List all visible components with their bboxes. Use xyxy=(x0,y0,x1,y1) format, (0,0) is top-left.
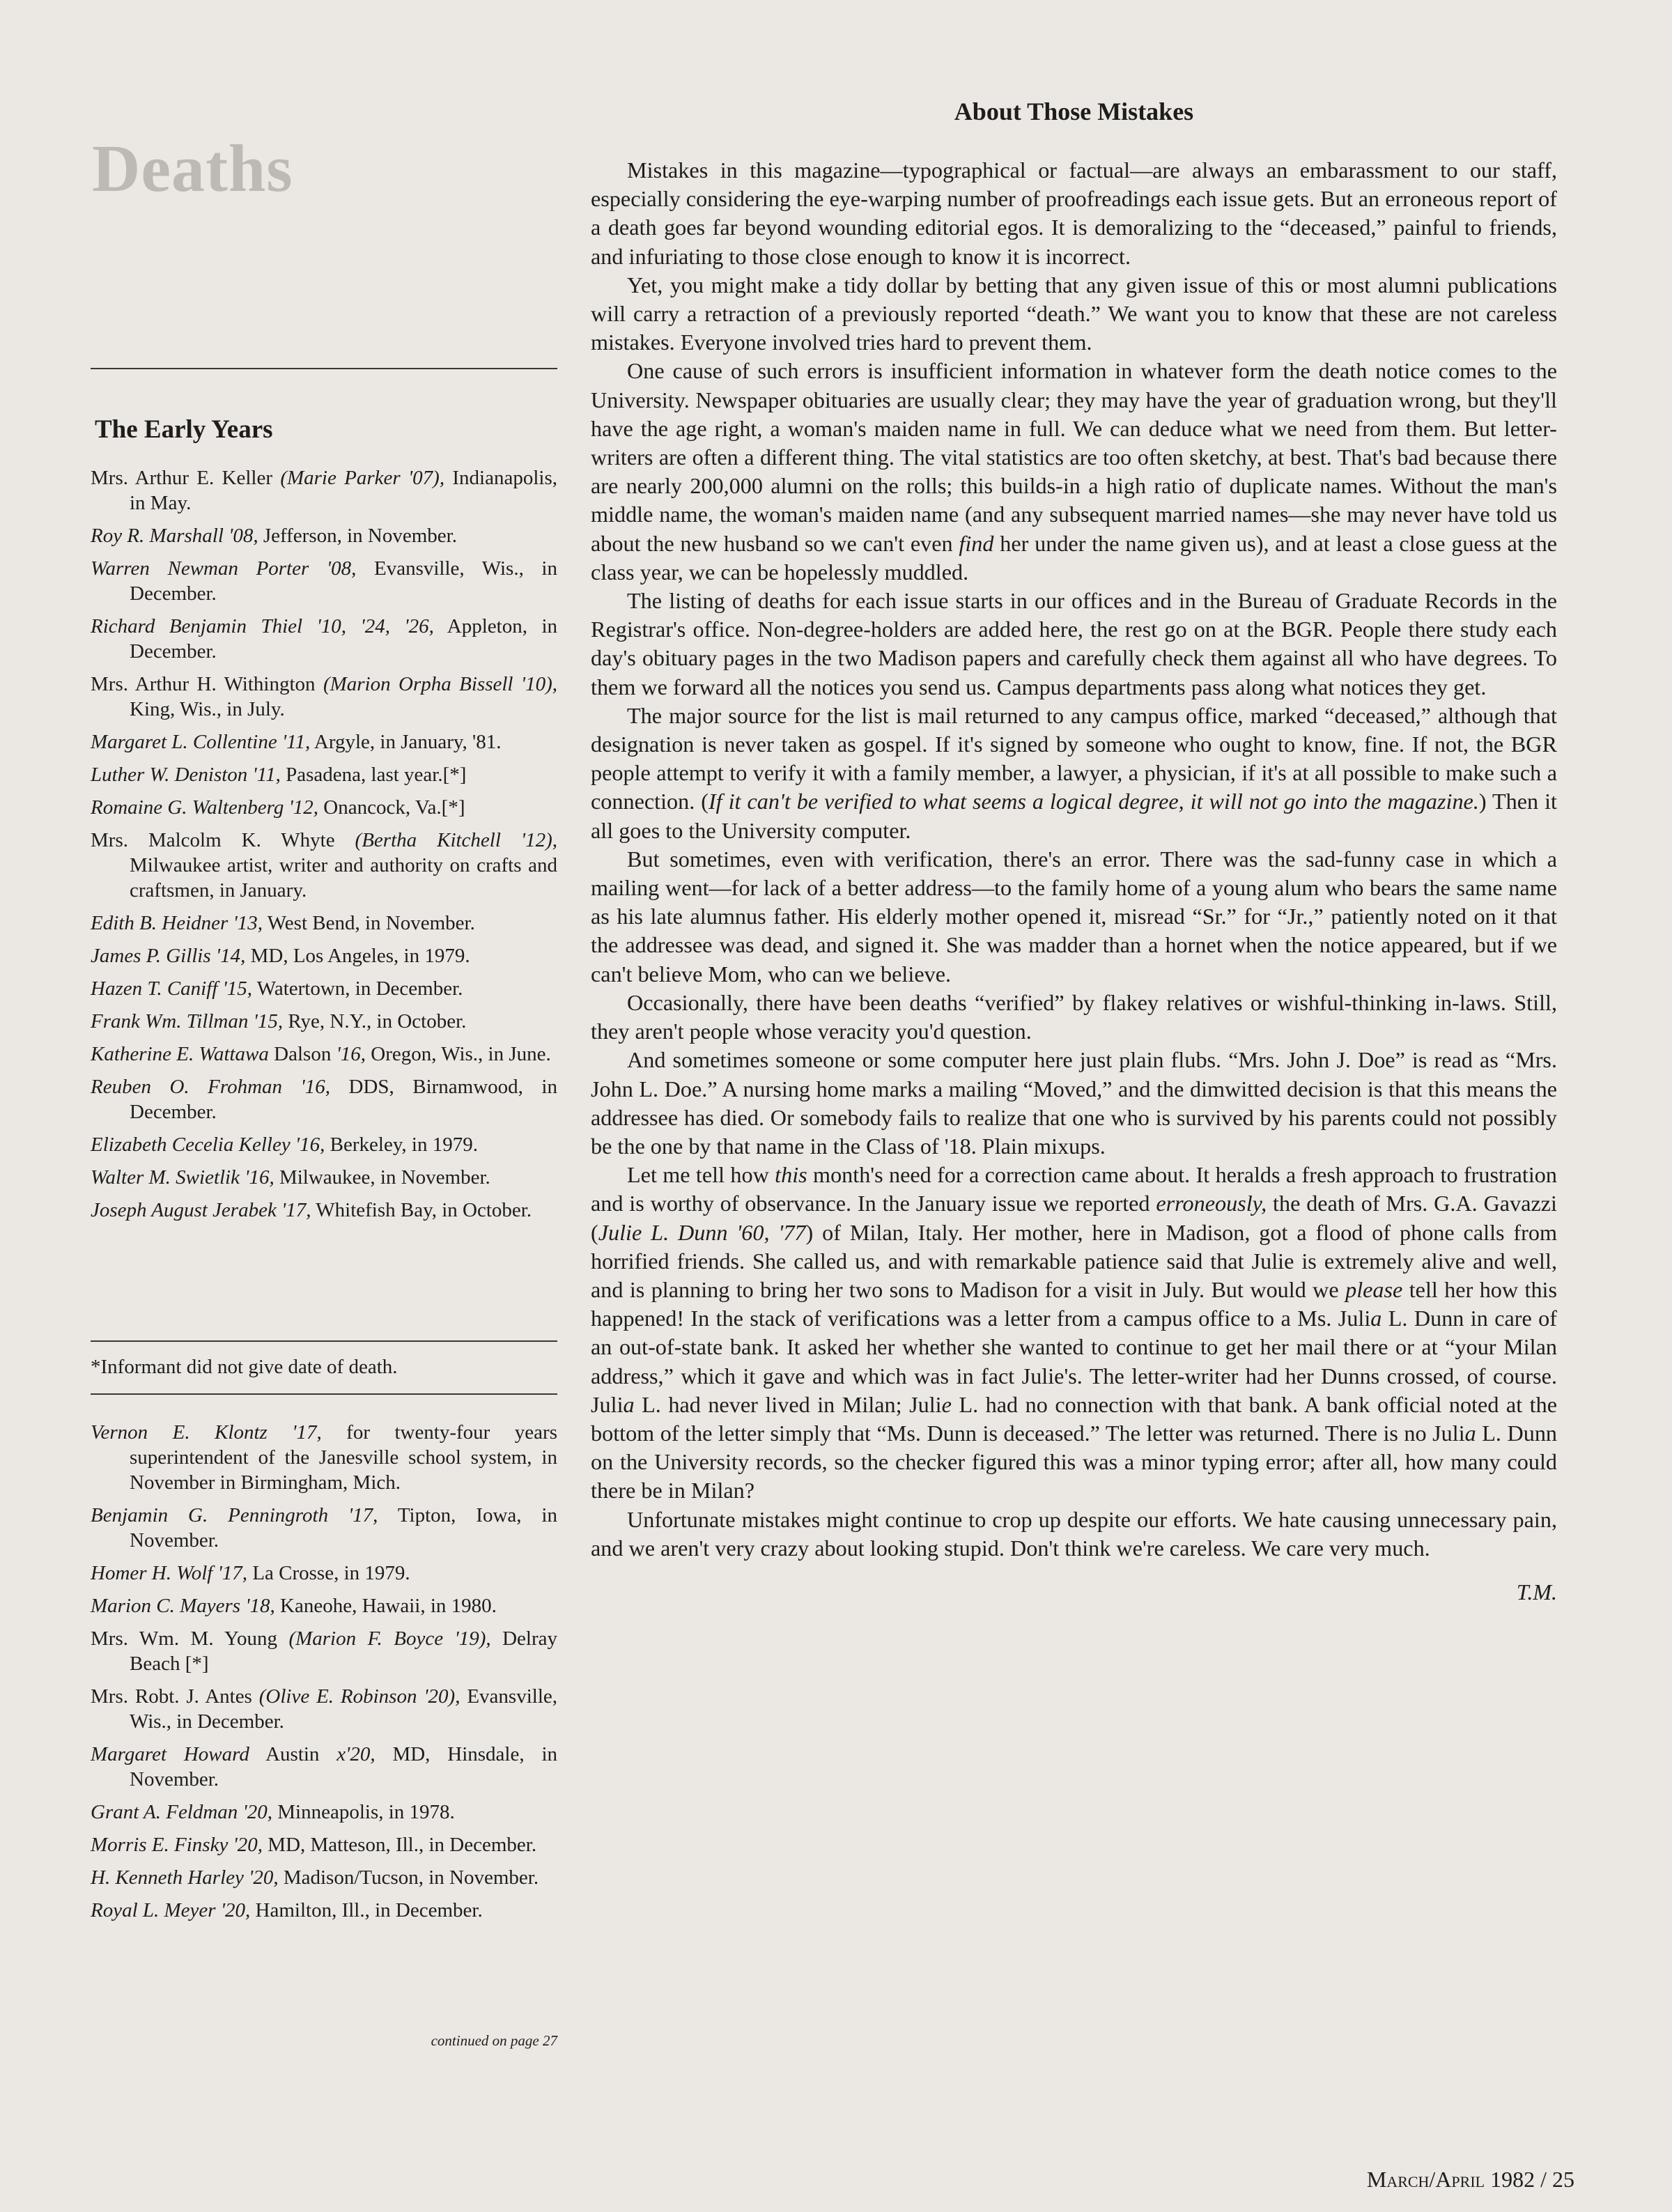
text-run: for twenty-four years superintendent of the Janesville school system, in November in Birmingham, Mich. xyxy=(130,1421,557,1494)
article-body xyxy=(591,156,1557,1563)
italic-text: Royal L. Meyer '20, xyxy=(91,1899,251,1921)
obituary-entry xyxy=(91,523,557,548)
obituary-entry xyxy=(91,1800,557,1825)
obituary-entry xyxy=(91,1865,557,1890)
article-paragraph xyxy=(591,587,1557,702)
italic-text: erroneously, xyxy=(1156,1191,1267,1216)
text-run: Dalson xyxy=(268,1043,336,1065)
text-run: Yet, you might make a tidy dollar by betting that any given issue of this or most alumni publications will carry a retraction of a previously reported “death.” We want you to know that these are not careless mistakes. Everyone involved tries hard to prevent them. xyxy=(591,272,1557,355)
text-run: Unfortunate mistakes might continue to crop up despite our efforts. We hate causing unnecessary pain, and we aren't very crazy about looking stupid. Don't think we're careless. We care very much. xyxy=(591,1506,1557,1561)
text-run: MD, Matteson, Ill., in December. xyxy=(263,1834,537,1856)
article xyxy=(591,96,1557,1606)
text-run: The listing of deaths for each issue starts in our offices and in the Bureau of Graduate Records in the Registrar's office. Non-degree-holders are added here, the rest go on at the BGR. People there study each day's obituary pages in the two Madison papers and carefully check them against all who have degrees. To them we forward all the notices you send us. Campus departments pass along what notices they get. xyxy=(591,588,1557,699)
italic-text: James P. Gillis '14, xyxy=(91,945,246,967)
obituary-entry xyxy=(91,1074,557,1124)
text-run: Argyle, in January, '81. xyxy=(310,731,502,753)
obituary-list-continued xyxy=(91,1420,557,1931)
text-run: La Crosse, in 1979. xyxy=(247,1562,410,1584)
italic-text: Walter M. Swietlik '16, xyxy=(91,1166,274,1189)
obituary-entry xyxy=(91,795,557,820)
article-paragraph xyxy=(591,156,1557,271)
text-run: Hamilton, Ill., in December. xyxy=(250,1899,483,1921)
italic-text: Julie L. Dunn '60, '77 xyxy=(598,1219,806,1245)
obituary-list xyxy=(91,465,557,1230)
article-title: About Those Mistakes xyxy=(954,98,1194,125)
footnote: *Informant did not give date of death. xyxy=(91,1356,398,1378)
obituary-entry xyxy=(91,911,557,936)
obituary-entry xyxy=(91,1561,557,1586)
article-signature: T.M. xyxy=(1516,1579,1557,1604)
obituary-entry xyxy=(91,762,557,787)
article-paragraph xyxy=(591,1506,1557,1563)
article-paragraph xyxy=(591,845,1557,989)
italic-text: a xyxy=(1464,1420,1476,1446)
obituary-entry xyxy=(91,828,557,903)
italic-text: Benjamin G. Penningroth '17, xyxy=(91,1504,378,1526)
italic-text: Homer H. Wolf '17, xyxy=(91,1562,248,1584)
italic-text: (Olive E. Robinson '20), xyxy=(258,1685,460,1708)
text-run: Berkeley, in 1979. xyxy=(325,1134,478,1156)
italic-text: please xyxy=(1345,1276,1403,1302)
obituary-entry xyxy=(91,1742,557,1792)
article-paragraph xyxy=(591,1161,1557,1505)
text-run: tell her how this happened! In the stack of verifications was a letter from a campus office to a Ms. Juli xyxy=(591,1276,1558,1331)
obituary-entry xyxy=(91,1165,557,1190)
text-run: Milwaukee artist, writer and authority on crafts and craftsmen, in January. xyxy=(130,854,557,902)
text-run: Madison/Tucson, in November. xyxy=(278,1866,539,1889)
text-run: Appleton, in December. xyxy=(130,615,557,663)
obituary-entry xyxy=(91,1009,557,1034)
italic-text: '16, xyxy=(336,1043,366,1065)
italic-text: Frank Wm. Tillman '15, xyxy=(91,1010,284,1032)
italic-text: Reuben O. Frohman '16, xyxy=(91,1076,330,1098)
italic-text: Marion C. Mayers '18, xyxy=(91,1595,275,1617)
obituary-entry xyxy=(91,1593,557,1618)
text-run: Rye, N.Y., in October. xyxy=(283,1010,467,1032)
text-run: Mrs. Wm. M. Young xyxy=(91,1627,289,1650)
text-run: Milwaukee, in November. xyxy=(274,1166,490,1189)
text-run: Evansville, Wis., in December. xyxy=(130,557,557,605)
italic-text: Romaine G. Waltenberg '12, xyxy=(91,796,319,819)
text-run: Mistakes in this magazine—typographical or factual—are always an embarassment to our staff, especially considering the eye-warping number of proofreadings each issue gets. But an erroneous report of a death goes far beyond wounding editorial egos. It is demoralizing to the “deceased,” painful to friends, and infuriating to those close enough to know it is incorrect. xyxy=(591,157,1557,269)
obituary-entry xyxy=(91,1503,557,1553)
article-paragraph xyxy=(591,271,1557,357)
text-run: Whitefish Bay, in October. xyxy=(311,1199,532,1221)
text-run: Onancock, Va.[*] xyxy=(318,796,465,819)
italic-text: Edith B. Heidner '13, xyxy=(91,912,263,934)
text-run: Indianapolis, in May. xyxy=(130,467,557,514)
obituary-entry xyxy=(91,556,557,606)
text-run: Oregon, Wis., in June. xyxy=(366,1043,551,1065)
text-run: Mrs. Arthur E. Keller xyxy=(91,467,281,489)
italic-text: Hazen T. Caniff '15, xyxy=(91,977,253,1000)
text-run: The major source for the list is mail returned to any campus office, marked “deceased,” although that designation is never taken as gospel. If it's signed by someone who ought to know, fine. If not, the BGR people attempt to verify it with a family member, a lawyer, a physician, if it's at all possible to make such a connection. ( xyxy=(591,702,1557,814)
obituary-entry xyxy=(91,1684,557,1734)
footnote-divider-bottom xyxy=(91,1393,557,1395)
obituary-entry xyxy=(91,943,557,968)
text-run: Occasionally, there have been deaths “verified” by flakey relatives or wishful-thinking in-laws. Still, they aren't people whose veracity you'd question. xyxy=(591,989,1557,1044)
italic-text: Joseph August Jerabek '17, xyxy=(91,1199,311,1221)
italic-text: e xyxy=(941,1391,952,1417)
text-run: L. Dunn in care of an out-of-state bank. It asked her whether she wanted to continue to get her mail there or at “your Milan address,” which it gave and which was in fact Julie's. The letter-writer had her Dunns crossed, of course. Juli xyxy=(591,1306,1557,1417)
text-run: the death of Mrs. G.A. Gavazzi ( xyxy=(591,1191,1557,1245)
italic-text: Margaret L. Collentine '11, xyxy=(91,731,311,753)
text-run: And sometimes someone or some computer here just plain flubs. “Mrs. John J. Doe” is read as “Mrs. John L. Doe.” A nursing home marks a mailing “Moved,” and the dimwitted decision is that this means the addressee has died. Or somebody fails to realize that one who is survived by his parents could not possibly be the one by that name in the Class of '18. Plain mixups. xyxy=(591,1047,1557,1159)
text-run: Austin xyxy=(249,1743,337,1765)
obituary-entry xyxy=(91,976,557,1001)
obituary-entry xyxy=(91,1132,557,1157)
italic-text: this xyxy=(775,1162,807,1188)
text-run: Tipton, Iowa, in November. xyxy=(130,1504,557,1552)
text-run: MD, Hinsdale, in November. xyxy=(130,1743,558,1791)
text-run: Mrs. Malcolm K. Whyte xyxy=(91,829,355,851)
text-run: King, Wis., in July. xyxy=(130,698,285,720)
text-run: Pasadena, last year.[*] xyxy=(280,764,467,786)
text-run: ) of Milan, Italy. Her mother, here in Madison, got a flood of phone calls from horrified friends. She called us, and with remarkable patience said that Julie is extremely alive and well, and is planning to bring her two sons to Madison for a visit in July. But would we xyxy=(591,1219,1558,1302)
italic-text: (Marie Parker '07), xyxy=(280,467,445,489)
text-run: One cause of such errors is insufficient information in whatever form the death notice comes to the University. Newspaper obituaries are usually clear; they may have the year of graduation wrong, but they'll have the age right, a woman's maiden name in full. We can deduce what we need from them. But letter-writers are often a different thing. The vital statistics are too often sketchy, at best. That's bad because there are nearly 200,000 alumni on the rolls; this builds-in a high ratio of duplicate names. Without the man's middle name, the woman's maiden name (and any subsequent married names—she may never have told us about the new husband so we can't even xyxy=(591,358,1557,556)
text-run: DDS, Birnamwood, in December. xyxy=(130,1076,557,1123)
obituary-entry xyxy=(91,465,557,516)
italic-text: (Bertha Kitchell '12), xyxy=(355,829,557,851)
text-run: ) Then it all goes to the University computer. xyxy=(591,789,1557,843)
section-divider xyxy=(91,368,557,369)
italic-text: Katherine E. Wattawa xyxy=(91,1043,269,1065)
text-run: Mrs. Robt. J. Antes xyxy=(91,1685,259,1708)
obituary-entry xyxy=(91,672,557,722)
obituary-entry xyxy=(91,614,557,664)
italic-text: a xyxy=(1370,1306,1382,1331)
italic-text: H. Kenneth Harley '20, xyxy=(91,1866,279,1889)
text-run: L. had no connection with that bank. A bank official noted at the bottom of the letter simply that “Ms. Dunn is deceased.” The letter was returned. There is no Juli xyxy=(591,1391,1558,1446)
text-run: L. Dunn on the University records, so the checker figured this was a minor typing error; after all, how many could there be in Milan? xyxy=(591,1420,1558,1503)
obituary-entry xyxy=(91,1198,557,1223)
italic-text: find xyxy=(959,530,994,556)
italic-text: Margaret Howard xyxy=(91,1743,249,1765)
text-run: Kaneohe, Hawaii, in 1980. xyxy=(274,1595,497,1617)
text-run: Delray Beach [*] xyxy=(130,1627,557,1675)
obituary-entry xyxy=(91,1898,557,1923)
italic-text: (Marion F. Boyce '19), xyxy=(288,1627,491,1650)
article-paragraph xyxy=(591,1046,1557,1161)
text-run: her under the name given us), and at least a close guess at the class year, we can be hopelessly muddled. xyxy=(591,530,1557,585)
text-run: Minneapolis, in 1978. xyxy=(272,1801,455,1823)
text-run: Jefferson, in November. xyxy=(258,525,457,547)
italic-text: Grant A. Feldman '20, xyxy=(91,1801,273,1823)
obituary-entry xyxy=(91,1420,557,1495)
continued-note: continued on page 27 xyxy=(431,2032,557,2049)
italic-text: a xyxy=(623,1391,635,1417)
text-run: Watertown, in December. xyxy=(252,977,463,1000)
italic-text: Vernon E. Klontz '17, xyxy=(91,1421,322,1444)
text-run: Mrs. Arthur H. Withington xyxy=(91,673,323,695)
italic-text: Roy R. Marshall '08, xyxy=(91,525,258,547)
italic-text: Elizabeth Cecelia Kelley '16, xyxy=(91,1134,325,1156)
page-title: Deaths xyxy=(92,131,293,206)
footnote-divider-top xyxy=(91,1340,557,1342)
text-run: West Bend, in November. xyxy=(263,912,475,934)
text-run: But sometimes, even with verification, there's an error. There was the sad-funny case in which a mailing went—for lack of a better address—to the family home of a young alum who bears the same name as his late alumnus father. His elderly mother opened it, misread “Sr.” for “Jr.,” patiently noted on it that the addressee was dead, and signed it. She was madder than a hornet when the notice appeared, but if we can't believe Mom, who can we believe. xyxy=(591,846,1557,987)
italic-text: (Marion Orpha Bissell '10), xyxy=(323,673,557,695)
page-folio: March/April 1982 / 25 xyxy=(1366,2167,1574,2192)
section-title-early-years: The Early Years xyxy=(95,415,273,444)
obituary-entry xyxy=(91,1626,557,1676)
text-run: Evansville, Wis., in December. xyxy=(130,1685,557,1733)
italic-text: Luther W. Deniston '11, xyxy=(91,764,281,786)
article-paragraph xyxy=(591,702,1557,845)
text-run: L. had never lived in Milan; Juli xyxy=(634,1391,942,1417)
italic-text: Richard Benjamin Thiel '10, '24, '26, xyxy=(91,615,434,637)
text-run: Let me tell how xyxy=(627,1162,775,1188)
italic-text: x'20, xyxy=(336,1743,376,1765)
obituary-entry xyxy=(91,1042,557,1067)
obituary-entry xyxy=(91,729,557,755)
obituary-entry xyxy=(91,1832,557,1857)
text-run: month's need for a correction came about. It heralds a fresh approach to frustration and is worthy of observance. In the January issue we reported xyxy=(591,1162,1557,1216)
article-paragraph xyxy=(591,989,1557,1046)
italic-text: Warren Newman Porter '08, xyxy=(91,557,357,580)
italic-text: Morris E. Finsky '20, xyxy=(91,1834,263,1856)
article-paragraph xyxy=(591,357,1557,587)
text-run: MD, Los Angeles, in 1979. xyxy=(245,945,470,967)
italic-text: If it can't be verified to what seems a logical degree, it will not go into the magazine. xyxy=(708,789,1479,814)
